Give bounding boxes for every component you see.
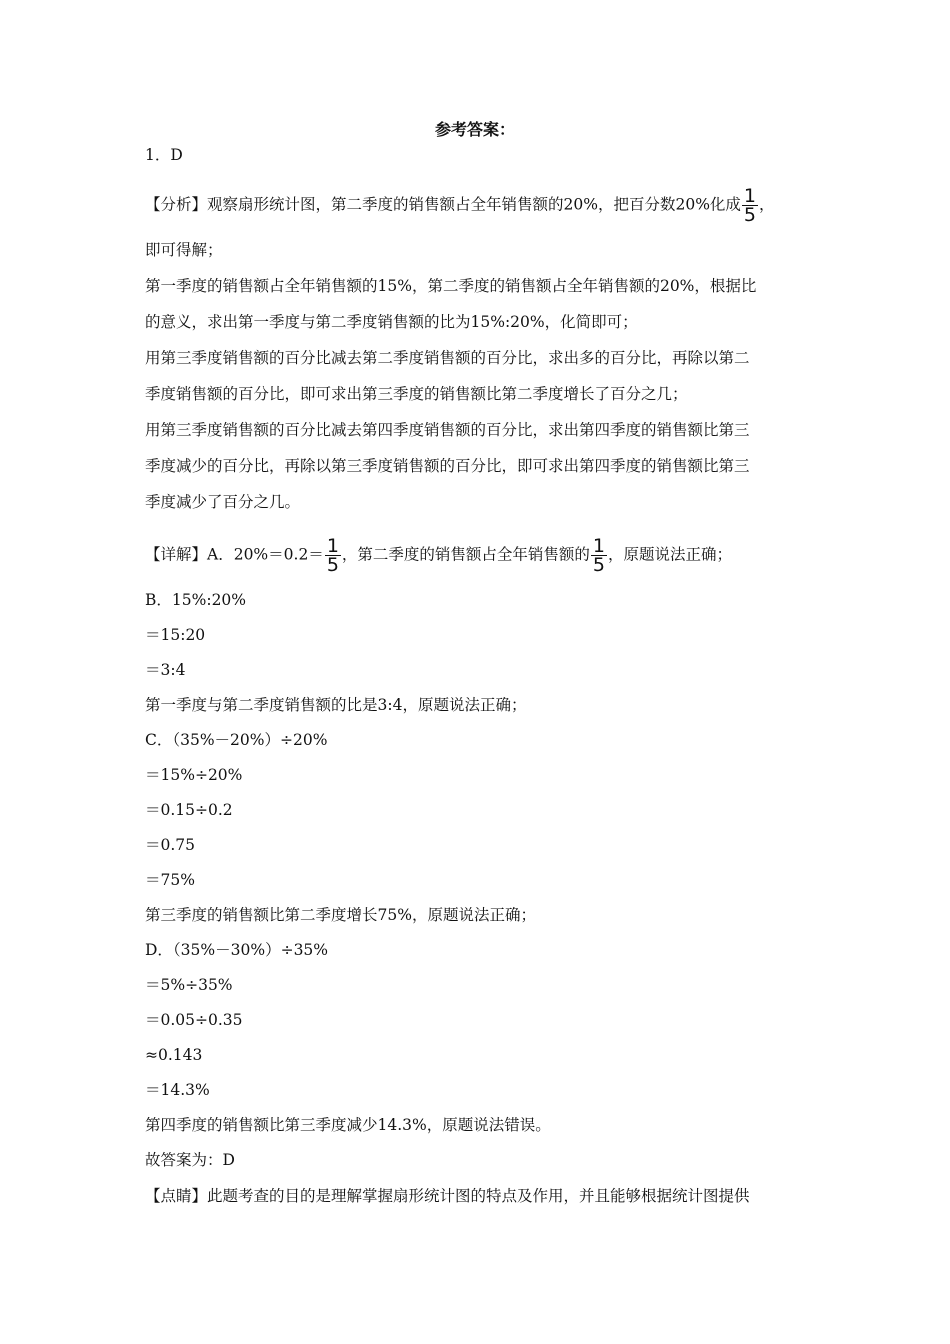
fraction <box>591 537 607 574</box>
detail-c-0: C．（35%－20%）÷20% <box>145 731 328 749</box>
analysis-line-3: 第一季度的销售额占全年销售额的15%，第二季度的销售额占全年销售额的20%，根据比 <box>145 277 757 295</box>
fraction-denominator: 5 <box>743 204 757 226</box>
fraction <box>742 187 758 224</box>
detail-b-3: 第一季度与第二季度销售额的比是3:4，原题说法正确； <box>145 696 527 714</box>
comment-line <box>145 1186 750 1206</box>
analysis-line-6: 季度销售额的百分比，即可求出第三季度的销售额比第二季度增长了百分之几； <box>145 385 688 403</box>
analysis-line-1 <box>145 187 775 224</box>
analysis-text: 观察扇形统计图，第二季度的销售额占全年销售额的20%，把百分数20%化成 <box>207 195 741 214</box>
analysis-text: ， <box>759 195 775 214</box>
detail-c-3: ＝0.75 <box>145 836 196 854</box>
answer-line: 1．D <box>145 146 183 164</box>
comment-tag: 【点睛】 <box>145 1187 208 1205</box>
fraction <box>325 537 341 574</box>
fraction-numerator: 1 <box>743 185 757 207</box>
detail-c-4: ＝75% <box>145 871 195 889</box>
detail-c-5: 第三季度的销售额比第二季度增长75%，原题说法正确； <box>145 906 536 924</box>
detail-d-0: D．（35%－30%）÷35% <box>145 941 329 959</box>
detail-b-2: ＝3:4 <box>145 661 186 679</box>
analysis-line-8: 季度减少的百分比，再除以第三季度销售额的百分比，即可求出第四季度的销售额比第三 <box>145 457 750 475</box>
conclusion-line: 故答案为：D <box>145 1151 235 1169</box>
detail-d-5: 第四季度的销售额比第三季度减少14.3%，原题说法错误。 <box>145 1116 551 1134</box>
detail-line-a <box>145 537 732 574</box>
detail-d-1: ＝5%÷35% <box>145 976 233 994</box>
detail-b-1: ＝15:20 <box>145 626 206 644</box>
fraction-numerator: 1 <box>592 535 606 557</box>
detail-text: ，第二季度的销售额占全年销售额的 <box>341 545 590 564</box>
analysis-line-7: 用第三季度销售额的百分比减去第四季度销售额的百分比，求出第四季度的销售额比第三 <box>145 421 750 439</box>
detail-d-2: ＝0.05÷0.35 <box>145 1011 243 1029</box>
fraction-denominator: 5 <box>592 554 606 576</box>
comment-text: 此题考查的目的是理解掌握扇形统计图的特点及作用，并且能够根据统计图提供 <box>207 1187 750 1205</box>
fraction-denominator: 5 <box>326 554 339 576</box>
analysis-line-5: 用第三季度销售额的百分比减去第二季度销售额的百分比，求出多的百分比，再除以第二 <box>145 349 750 367</box>
detail-tag: 【详解】 <box>145 545 208 564</box>
detail-d-3: ≈0.143 <box>145 1046 203 1064</box>
detail-d-4: ＝14.3% <box>145 1081 210 1099</box>
fraction-numerator: 1 <box>326 535 339 557</box>
analysis-tag: 【分析】 <box>145 195 208 214</box>
detail-c-1: ＝15%÷20% <box>145 766 243 784</box>
analysis-line-2: 即可得解； <box>145 241 223 259</box>
analysis-line-4: 的意义，求出第一季度与第二季度销售额的比为15%:20%，化简即可； <box>145 313 638 331</box>
detail-b-0: B．15%:20% <box>145 591 247 609</box>
detail-c-2: ＝0.15÷0.2 <box>145 801 233 819</box>
page-title: 参考答案： <box>434 120 515 139</box>
detail-text: A．20%＝0.2＝ <box>207 545 324 564</box>
analysis-line-9: 季度减少了百分之几。 <box>145 493 301 511</box>
detail-text: ，原题说法正确； <box>608 545 733 564</box>
